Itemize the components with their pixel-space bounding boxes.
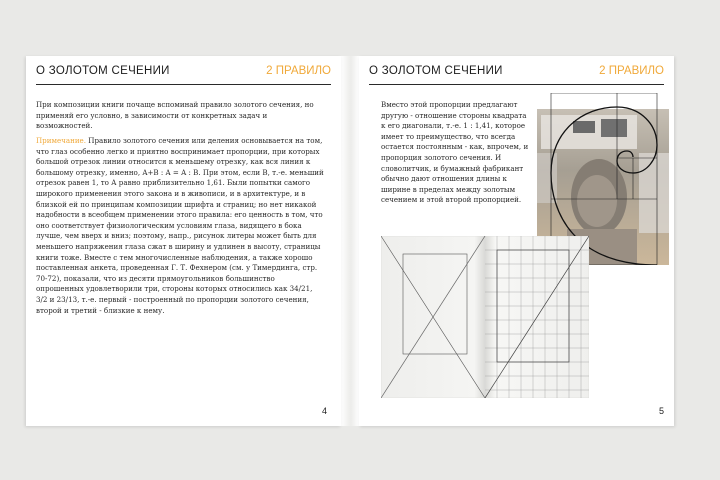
left-page-number: 4: [321, 406, 327, 416]
right-page: [359, 56, 674, 426]
right-body-paragraph: Вместо этой пропорции предлагают другую - отношение стороны квадрата к его диагонали, т.-е. 1 : 1,41, которое имеет то преимущество, что всегда остается постоянным - как, впрочем, и пропорция золотого сечения. И словолитчик, и бумажный фабрикант обычно дают отношения длины к ширине в пределах между золотым сечением и этой второй пропорцией.: [381, 100, 529, 205]
left-page-header: [36, 65, 331, 85]
right-page-rule-label: 2 ПРАВИЛО: [599, 65, 664, 77]
right-page-title: О ЗОЛОТОМ СЕЧЕНИИ: [369, 65, 503, 77]
note-label: Примечание.: [36, 136, 86, 145]
book-gutter: [341, 56, 359, 426]
right-page-number: 5: [658, 406, 664, 416]
left-page-title: О ЗОЛОТОМ СЕЧЕНИИ: [36, 65, 170, 77]
note-text: Правило золотого сечения или деления основывается на том, что глаз особенно легко и приятно воспринимает пропорции, при которых большой отрезок линии относится к меньшему отрезку, как вся линия к большому отрезку, именно, A+B : A = A : B. При этом, если В, т.-е. меньший отрезок равен 1, то А равно приблизительно 1,61. Были попытки самого широкого применения этого закона и в живописи, и в архитектуре, и в близкой ей по принципам композиции шрифта и страниц; но нет никакой надобности в всеобщем применении этого правила: его ценность в том, что оно соответствует физиологическим условиям глаза, видящего в бока лучше, чем вверх и вниз; поэтому, напр., рисунок литеры может быть для меньшего напряжения глаза сжат в ширину и удлинен в высоту, страницы книги тоже. Вместе с тем многочисленные наблюдения, а также хорошо поставленная анкета, проведенная Г. Т. Фехнером (см. у Тимердинга, стр. 70-72), показали, что из десяти прямоугольников большинство опрошенных удовлетворили три, стороны которых относились как 34/21, 3/2 и 23/13, т.-е. первый - построенный по пропорции золотого сечения, второй и третий - близкие к нему.: [36, 136, 324, 315]
right-page-header: [369, 65, 664, 85]
left-intro-paragraph: При композиции книги почаще вспоминай правило золотого сечения, но применяй его условно, в зависимости от конкретных задач и возможностей.: [36, 100, 314, 131]
left-note-paragraph: [36, 136, 324, 316]
left-page-rule-label: 2 ПРАВИЛО: [266, 65, 331, 77]
left-page: [26, 56, 341, 426]
book-layout-diagram: [381, 236, 589, 398]
